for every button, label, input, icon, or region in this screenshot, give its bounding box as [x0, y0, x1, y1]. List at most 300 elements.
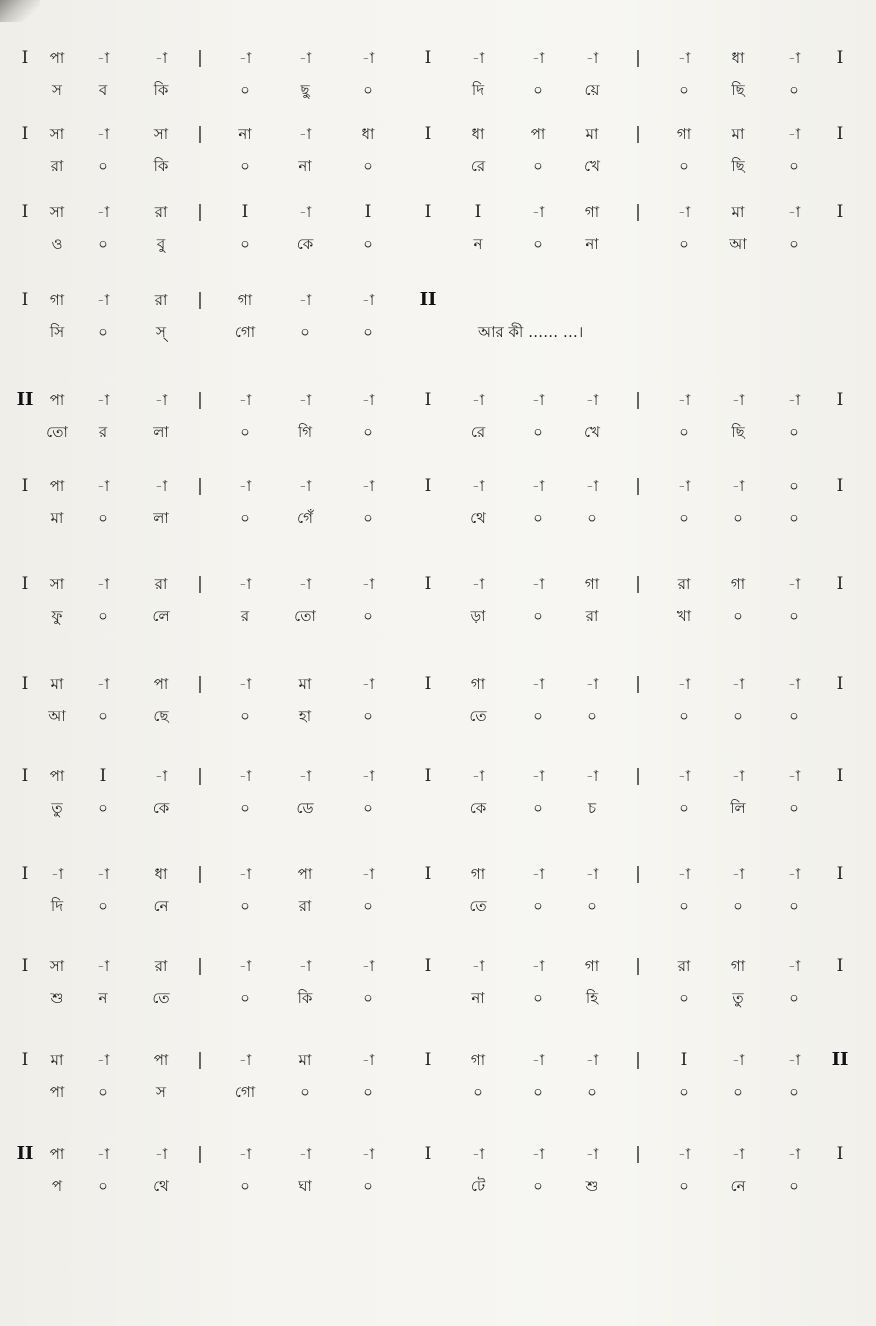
bar-line: I — [680, 1050, 688, 1070]
lyric-cell: ০ — [789, 423, 799, 441]
lyric-cell: তে — [152, 989, 170, 1007]
lyric-cell: ০ — [679, 897, 689, 915]
lyric-cell: স্ — [156, 323, 166, 341]
swara-cell: -া — [731, 477, 745, 495]
lyric-cell: স — [156, 1083, 166, 1101]
swara-cell: -া — [677, 675, 691, 693]
swara-cell: -া — [677, 477, 691, 495]
lyric-cell: ০ — [300, 1083, 310, 1101]
swara-cell: রা — [154, 203, 168, 221]
lyric-cell: ০ — [733, 607, 743, 625]
swara-cell: -া — [585, 1051, 599, 1069]
swara-cell: -া — [361, 957, 375, 975]
swara-row — [0, 862, 876, 892]
swara-cell: -া — [677, 767, 691, 785]
swara-cell: রা — [677, 957, 691, 975]
lyric-cell: তু — [51, 799, 63, 817]
lyric-cell: তে — [469, 897, 487, 915]
swara-cell: গা — [730, 575, 746, 593]
bar-line: | — [635, 1144, 641, 1164]
bar-line: I — [836, 574, 844, 594]
bar-line: | — [197, 476, 203, 496]
lyric-row — [0, 604, 876, 634]
lyric-cell: ০ — [533, 509, 543, 527]
lyric-cell: ০ — [533, 1083, 543, 1101]
bar-line: II — [419, 289, 437, 310]
lyric-cell: ফু — [51, 607, 63, 625]
lyric-cell: র — [240, 607, 250, 625]
swara-cell: গা — [237, 291, 253, 309]
swara-cell: -া — [298, 49, 312, 67]
lyric-cell: নে — [153, 897, 169, 915]
lyric-cell: প — [51, 1177, 63, 1195]
swara-cell: -া — [471, 477, 485, 495]
swara-cell: গা — [584, 957, 600, 975]
lyric-cell: লা — [153, 509, 169, 527]
bar-line: I — [424, 202, 432, 222]
lyric-cell: রে — [470, 423, 486, 441]
swara-cell: মা — [298, 675, 312, 693]
lyric-cell: ০ — [363, 157, 373, 175]
lyric-row — [0, 1174, 876, 1204]
swara-row — [0, 122, 876, 152]
swara-cell: পা — [530, 125, 546, 143]
bar-line: I — [21, 766, 29, 786]
swara-cell: -া — [154, 1145, 168, 1163]
lyric-cell: ০ — [789, 897, 799, 915]
swara-cell: -া — [361, 477, 375, 495]
lyric-cell: ০ — [587, 707, 597, 725]
swara-cell: -া — [96, 125, 110, 143]
swara-cell: -া — [531, 767, 545, 785]
lyric-cell: ০ — [789, 157, 799, 175]
swara-cell: পা — [49, 391, 65, 409]
lyric-cell: কে — [296, 235, 314, 253]
lyric-cell: ন — [98, 989, 108, 1007]
swara-cell: -া — [585, 391, 599, 409]
bar-line: | — [635, 1050, 641, 1070]
swara-cell: সা — [49, 575, 65, 593]
lyric-cell: তু — [732, 989, 744, 1007]
lyric-row — [0, 894, 876, 924]
lyric-cell: ০ — [533, 607, 543, 625]
lyric-cell: কি — [297, 989, 313, 1007]
bar-line: I — [424, 390, 432, 410]
lyric-cell: গো — [234, 1083, 256, 1101]
lyric-row — [0, 420, 876, 450]
lyric-cell: কে — [152, 799, 170, 817]
lyric-cell: ০ — [363, 607, 373, 625]
swara-cell: -া — [531, 575, 545, 593]
lyric-cell: আ — [48, 707, 66, 725]
lyric-cell: হা — [298, 707, 312, 725]
lyric-cell: ০ — [363, 323, 373, 341]
bar-line: I — [424, 766, 432, 786]
swara-row — [0, 388, 876, 418]
swara-cell: গা — [49, 291, 65, 309]
swara-row — [0, 764, 876, 794]
bar-line: I — [836, 124, 844, 144]
lyric-cell: ০ — [679, 799, 689, 817]
lyric-cell: তো — [294, 607, 316, 625]
swara-cell: -া — [585, 675, 599, 693]
swara-cell: পা — [49, 767, 65, 785]
swara-cell: -া — [585, 49, 599, 67]
bar-line: I — [836, 390, 844, 410]
lyric-cell: ০ — [240, 897, 250, 915]
swara-cell: -া — [787, 125, 801, 143]
swara-cell: -া — [361, 1145, 375, 1163]
bar-line: | — [197, 1050, 203, 1070]
swara-cell: -া — [238, 675, 252, 693]
bar-line: | — [197, 956, 203, 976]
bar-line: | — [197, 202, 203, 222]
lyric-cell: ০ — [679, 1083, 689, 1101]
swara-cell: পা — [49, 477, 65, 495]
lyric-cell: ০ — [363, 989, 373, 1007]
lyric-cell: ০ — [363, 423, 373, 441]
swara-cell: সা — [49, 125, 65, 143]
lyric-cell: ব — [98, 81, 108, 99]
lyric-cell: কি — [153, 81, 169, 99]
lyric-cell: ০ — [240, 235, 250, 253]
bar-line: I — [474, 202, 482, 222]
swara-cell: -া — [50, 865, 64, 883]
swara-row — [0, 1048, 876, 1078]
lyric-cell: র — [98, 423, 108, 441]
swara-cell: সা — [49, 203, 65, 221]
lyric-cell: শু — [585, 1177, 599, 1195]
swara-cell: না — [238, 125, 252, 143]
bar-line: I — [424, 674, 432, 694]
swara-cell: -া — [361, 291, 375, 309]
lyric-cell: ০ — [240, 1177, 250, 1195]
lyric-cell: ০ — [363, 81, 373, 99]
lyric-cell: ০ — [587, 509, 597, 527]
lyric-cell: ০ — [789, 509, 799, 527]
lyric-cell: রা — [298, 897, 312, 915]
lyric-cell: স — [52, 81, 62, 99]
bar-line: I — [21, 1050, 29, 1070]
swara-cell: -া — [298, 1145, 312, 1163]
bar-line: I — [21, 864, 29, 884]
swara-cell: সা — [153, 125, 169, 143]
swara-cell: পা — [297, 865, 313, 883]
lyric-cell: ০ — [98, 1177, 108, 1195]
swara-cell: -া — [585, 767, 599, 785]
bar-line: | — [197, 124, 203, 144]
swara-cell: -া — [531, 865, 545, 883]
swara-cell: -া — [531, 49, 545, 67]
bar-line: I — [21, 124, 29, 144]
bar-line: | — [635, 476, 641, 496]
lyric-cell: লে — [152, 607, 170, 625]
lyric-cell: হি — [585, 989, 599, 1007]
swara-row — [0, 46, 876, 76]
swara-cell: গা — [584, 203, 600, 221]
swara-cell: -া — [471, 957, 485, 975]
lyric-cell: ০ — [533, 235, 543, 253]
swara-cell: পা — [153, 1051, 169, 1069]
continuation-text: আর কী …… …। — [478, 323, 584, 341]
lyric-cell: ০ — [789, 1177, 799, 1195]
bar-line: I — [21, 48, 29, 68]
lyric-cell: ০ — [533, 989, 543, 1007]
lyric-cell: ০ — [533, 157, 543, 175]
bar-line: I — [836, 476, 844, 496]
lyric-cell: রা — [585, 607, 599, 625]
swara-cell: -া — [298, 767, 312, 785]
lyric-cell: ০ — [98, 235, 108, 253]
swara-cell: -া — [585, 1145, 599, 1163]
lyric-cell: গি — [297, 423, 313, 441]
swara-cell: -া — [531, 957, 545, 975]
swara-cell: সা — [49, 957, 65, 975]
swara-cell: -া — [787, 391, 801, 409]
lyric-cell: ড়া — [470, 607, 486, 625]
lyric-cell: শু — [50, 989, 64, 1007]
bar-line: I — [424, 956, 432, 976]
swara-row — [0, 572, 876, 602]
swara-cell: ধা — [361, 125, 375, 143]
swara-cell: -া — [298, 391, 312, 409]
lyric-cell: ০ — [789, 989, 799, 1007]
swara-cell: -া — [96, 1051, 110, 1069]
swara-cell: গা — [676, 125, 692, 143]
swara-cell: ধা — [731, 49, 745, 67]
lyric-cell: ০ — [789, 81, 799, 99]
swara-cell: -া — [154, 49, 168, 67]
swara-cell: রা — [154, 291, 168, 309]
lyric-cell: ০ — [533, 81, 543, 99]
swara-cell: -া — [238, 1145, 252, 1163]
bar-line: I — [424, 1144, 432, 1164]
lyric-cell: মা — [50, 509, 64, 527]
bar-line: | — [635, 202, 641, 222]
swara-cell: -া — [731, 391, 745, 409]
swara-cell: পা — [49, 1145, 65, 1163]
lyric-cell: ০ — [789, 1083, 799, 1101]
lyric-row — [0, 704, 876, 734]
bar-line: I — [424, 476, 432, 496]
lyric-cell: টে — [470, 1177, 486, 1195]
swara-cell: -া — [531, 675, 545, 693]
swara-cell: রা — [154, 957, 168, 975]
lyric-cell: ০ — [98, 607, 108, 625]
swara-cell: -া — [731, 1051, 745, 1069]
swara-cell: -া — [585, 477, 599, 495]
lyric-cell: ০ — [240, 423, 250, 441]
swara-row — [0, 474, 876, 504]
lyric-cell: ০ — [789, 707, 799, 725]
lyric-cell: লা — [153, 423, 169, 441]
swara-cell: মা — [50, 1051, 64, 1069]
swara-cell: পা — [153, 675, 169, 693]
lyric-cell: ০ — [363, 707, 373, 725]
swara-cell: -া — [96, 477, 110, 495]
lyric-cell: কে — [469, 799, 487, 817]
lyric-cell: ০ — [98, 799, 108, 817]
bar-line: II — [16, 389, 34, 410]
swara-cell: -া — [531, 477, 545, 495]
lyric-cell: ০ — [679, 509, 689, 527]
bar-line: | — [635, 124, 641, 144]
lyric-cell: লি — [730, 799, 746, 817]
bar-line: | — [197, 766, 203, 786]
swara-cell: -া — [361, 767, 375, 785]
swara-cell: -া — [471, 575, 485, 593]
swara-cell: -া — [154, 767, 168, 785]
lyric-row — [0, 232, 876, 262]
bar-line: I — [836, 766, 844, 786]
lyric-cell: খা — [676, 607, 692, 625]
lyric-cell: গেঁ — [297, 509, 313, 527]
swara-row — [0, 1142, 876, 1172]
lyric-cell: ০ — [98, 1083, 108, 1101]
swara-cell: মা — [50, 675, 64, 693]
swara-cell: গা — [730, 957, 746, 975]
swara-cell: -া — [96, 49, 110, 67]
lyric-cell: দি — [471, 81, 485, 99]
bar-line: | — [197, 574, 203, 594]
swara-cell: -া — [96, 391, 110, 409]
lyric-cell: রে — [470, 157, 486, 175]
bar-line: I — [424, 864, 432, 884]
swara-cell: -া — [787, 49, 801, 67]
swara-cell: গা — [470, 1051, 486, 1069]
swara-cell: -া — [531, 1145, 545, 1163]
swara-cell: -া — [298, 575, 312, 593]
swara-cell: -া — [238, 49, 252, 67]
swara-cell: -া — [298, 125, 312, 143]
lyric-cell: ন — [473, 235, 483, 253]
swara-cell: -া — [154, 477, 168, 495]
bar-line: I — [836, 956, 844, 976]
lyric-cell: ০ — [240, 707, 250, 725]
lyric-row — [0, 796, 876, 826]
bar-line: | — [635, 574, 641, 594]
swara-cell: গা — [470, 675, 486, 693]
swara-row — [0, 288, 876, 318]
swara-cell: -া — [96, 575, 110, 593]
swara-cell: মা — [298, 1051, 312, 1069]
lyric-cell: ০ — [363, 1083, 373, 1101]
lyric-cell: ০ — [789, 235, 799, 253]
swara-cell: -া — [361, 49, 375, 67]
lyric-cell: না — [585, 235, 599, 253]
lyric-cell: ০ — [733, 1083, 743, 1101]
lyric-cell: ০ — [679, 81, 689, 99]
lyric-row — [0, 320, 876, 350]
swara-cell: গা — [584, 575, 600, 593]
swara-cell: মা — [731, 125, 745, 143]
bar-line: I — [364, 202, 372, 222]
lyric-cell: ০ — [363, 799, 373, 817]
swara-row — [0, 954, 876, 984]
swara-cell: -া — [471, 391, 485, 409]
lyric-cell: ০ — [363, 897, 373, 915]
lyric-cell: ০ — [98, 707, 108, 725]
swara-cell: -া — [238, 957, 252, 975]
swara-cell: -া — [677, 865, 691, 883]
swara-cell: -া — [585, 865, 599, 883]
swara-cell: -া — [677, 49, 691, 67]
lyric-cell: ০ — [733, 509, 743, 527]
bar-line: | — [197, 1144, 203, 1164]
swara-cell: -া — [731, 865, 745, 883]
lyric-cell: ০ — [733, 897, 743, 915]
bar-line: I — [836, 864, 844, 884]
swara-cell: -া — [531, 391, 545, 409]
swara-cell: -া — [96, 203, 110, 221]
swara-cell: -া — [298, 477, 312, 495]
bar-line: I — [21, 574, 29, 594]
lyric-cell: আ — [729, 235, 747, 253]
lyric-cell: ০ — [679, 423, 689, 441]
swara-row — [0, 200, 876, 230]
lyric-cell: ছে — [153, 707, 169, 725]
lyric-cell: ০ — [587, 1083, 597, 1101]
lyric-cell: না — [471, 989, 485, 1007]
swara-cell: -া — [361, 391, 375, 409]
bar-line: I — [424, 1050, 432, 1070]
lyric-cell: খে — [584, 423, 600, 441]
lyric-cell: দি — [50, 897, 64, 915]
swara-cell: -া — [787, 575, 801, 593]
swara-cell: -া — [787, 1051, 801, 1069]
bar-line: | — [635, 766, 641, 786]
bar-line: | — [197, 48, 203, 68]
bar-line: | — [635, 956, 641, 976]
swara-cell: -া — [96, 1145, 110, 1163]
lyric-cell: ০ — [679, 235, 689, 253]
lyric-cell: ও — [51, 235, 63, 253]
lyric-cell: রা — [50, 157, 64, 175]
lyric-cell: ছু — [300, 81, 310, 99]
bar-line: I — [241, 202, 249, 222]
lyric-cell: ০ — [240, 157, 250, 175]
lyric-cell: না — [298, 157, 312, 175]
swara-cell: মা — [585, 125, 599, 143]
lyric-cell: তে — [469, 707, 487, 725]
swara-cell: -া — [96, 865, 110, 883]
swara-cell: -া — [531, 1051, 545, 1069]
page-corner-shadow — [0, 0, 40, 22]
lyric-cell: ০ — [98, 323, 108, 341]
lyric-cell: খে — [584, 157, 600, 175]
lyric-cell: তো — [46, 423, 68, 441]
lyric-cell: ০ — [533, 897, 543, 915]
bar-line: I — [836, 202, 844, 222]
swara-cell: -া — [731, 675, 745, 693]
swara-cell: -া — [731, 767, 745, 785]
lyric-cell: ০ — [533, 799, 543, 817]
lyric-cell: ০ — [363, 235, 373, 253]
lyric-cell: ০ — [240, 509, 250, 527]
lyric-row — [0, 154, 876, 184]
bar-line: I — [424, 574, 432, 594]
swara-cell: -া — [238, 865, 252, 883]
bar-line: I — [99, 766, 107, 786]
bar-line: | — [635, 674, 641, 694]
swara-cell: -া — [238, 575, 252, 593]
lyric-cell: ছি — [731, 81, 745, 99]
lyric-cell: ০ — [240, 81, 250, 99]
lyric-cell: ০ — [98, 157, 108, 175]
swara-cell: -া — [298, 291, 312, 309]
lyric-cell: ০ — [240, 799, 250, 817]
swara-cell: রা — [154, 575, 168, 593]
